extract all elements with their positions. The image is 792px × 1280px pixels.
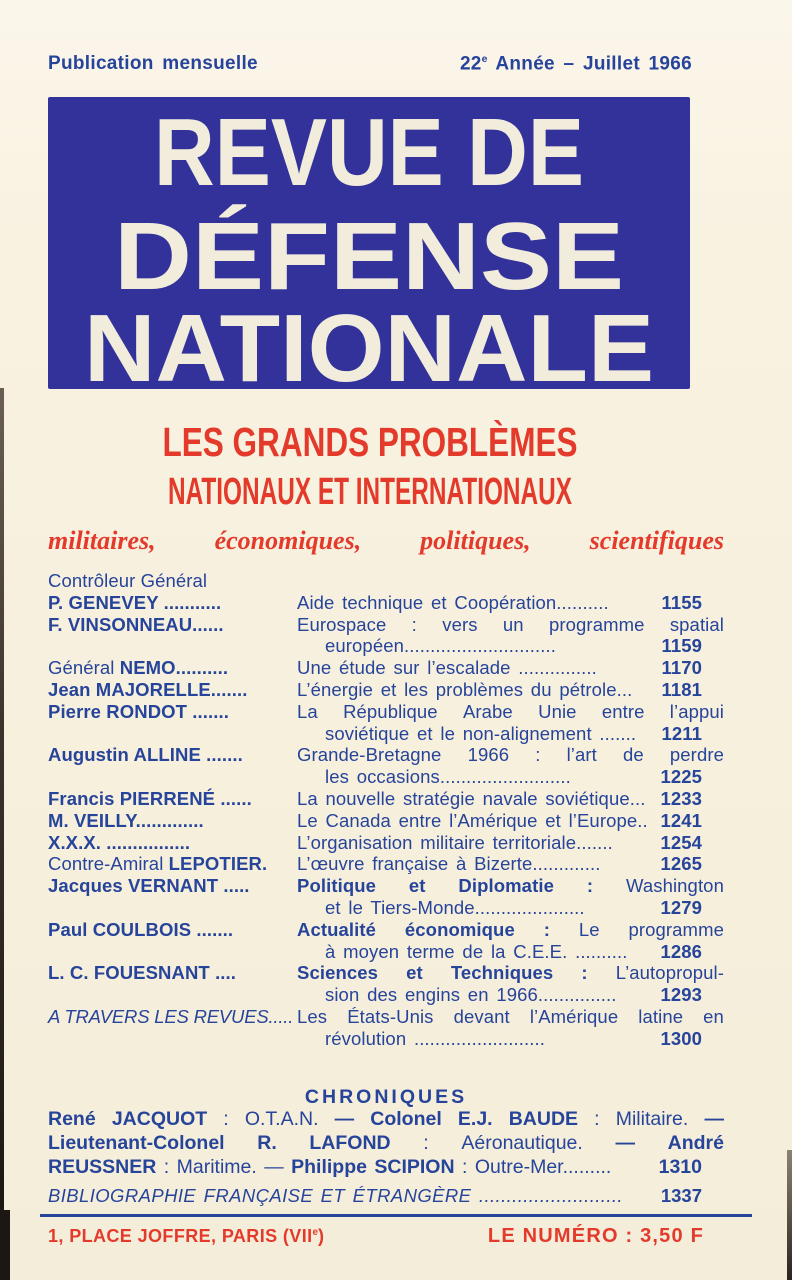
toc-author: M. VEILLY............. [48,809,204,831]
toc-page-number: 1225 [660,766,702,788]
toc-row [48,744,724,788]
toc-author: Général NEMO.......... [48,657,229,679]
toc-title-line: soviétique et le non-alignement ....... 1211 [325,722,702,744]
page-footer [48,1222,704,1247]
toc-title-line: et le Tiers-Monde..................... 1279 [325,896,702,918]
toc-title [297,810,724,832]
toc-title-line: à moyen terme de la C.E.E. .......... 1286 [325,940,702,962]
toc-page-number: 1241 [660,809,702,831]
toc-title [297,788,724,810]
toc-row [48,592,724,614]
toc-author: Jean MAJORELLE....... [48,678,248,700]
toc-page-number: 1265 [660,853,702,875]
toc-title-line: L’organisation militaire territoriale....... 1254 [297,831,702,853]
toc-title [297,679,724,701]
chroniques-paragraph [48,1107,724,1179]
toc-title [297,962,724,1006]
toc-title-line: Une étude sur l’escalade ............... 1170 [297,657,702,679]
toc-title-line: européen............................. 1159 [325,635,702,657]
subtitle-word: scientifiques [589,526,724,555]
toc-title [297,657,724,679]
toc-page-number: 1211 [661,722,702,744]
toc-row [48,875,724,919]
toc-title-line: L’œuvre française à Bizerte............. 1265 [297,853,702,875]
toc-title [297,744,724,788]
toc-page-number: 1181 [661,678,702,700]
toc-author: L. C. FOUESNANT .... [48,962,237,984]
toc-page-number: 1170 [661,657,702,679]
toc-title-line: Grande-Bretagne 1966 : l’art de perdre [297,744,724,766]
toc-row [48,853,724,875]
theme-title-line-2: NATIONAUX ET INTERNATIONAUX [168,471,573,512]
toc-title-line: Le Canada entre l’Amérique et l’Europe.. 1241 [297,809,702,831]
bibliography-page-number: 1337 [660,1185,702,1206]
theme-title-line-1: LES GRANDS PROBLÈMES [162,420,578,465]
page-header [48,48,692,76]
toc-page-number: 1279 [660,896,702,918]
toc-title [297,1006,724,1050]
toc-author: F. VINSONNEAU...... [48,613,224,635]
toc-title-line: La nouvelle stratégie navale soviétique... 1233 [297,787,702,809]
toc-title-line: Politique et Diplomatie : Washington [297,875,724,897]
toc-page-number: 1155 [661,591,702,613]
toc-author: Paul COULBOIS ....... [48,918,234,940]
toc-author: A TRAVERS LES REVUES..... [48,1005,294,1027]
footer-rule [40,1214,752,1217]
toc-row [48,701,724,745]
publisher-address: 1, PLACE JOFFRE, PARIS (VIIe) [48,1226,325,1246]
toc-title-line: Sciences et Techniques : L’autopropul- [297,962,724,984]
toc-title [297,592,724,614]
chroniques-page-number: 1310 [658,1156,702,1178]
theme-title-block [0,420,792,512]
toc-row [48,919,724,963]
toc-row [48,679,724,701]
toc-author: Pierre RONDOT ....... [48,700,229,722]
toc-row [48,788,724,810]
chroniques-line: REUSSNER : Maritime. — Philippe SCIPION : Outre-Mer......... 1310 [48,1156,702,1178]
bibliography-line [48,1185,724,1207]
toc-title [297,614,724,658]
toc-page-number: 1159 [661,635,702,657]
masthead-title-line-1: REVUE DE [154,99,584,206]
toc-title [297,701,724,745]
toc-page-number: 1286 [660,940,702,962]
chroniques-heading: CHRONIQUES [304,1086,468,1108]
toc-author: Francis PIERRENÉ ...... [48,787,252,809]
chroniques-line: René JACQUOT : O.T.A.N. — Colonel E.J. BAUDE : Militaire. — [48,1108,724,1130]
photo-edge-left [0,388,4,1280]
subtitle-word: militaires, [48,526,156,555]
toc-title-line: sion des engins en 1966............... 1293 [325,984,702,1006]
photo-edge-left-bottom [0,1210,10,1280]
toc-title-line: Aide technique et Coopération.......... 1155 [297,591,702,613]
table-of-contents [48,570,724,1050]
toc-title-line: les occasions......................... 1225 [325,766,702,788]
toc-row [48,810,724,832]
toc-title-line: Actualité économique : Le programme [297,918,724,940]
photo-edge-right [787,1150,792,1280]
toc-author: X.X.X. ................ [48,831,191,853]
toc-page-number: 1300 [660,1027,702,1049]
toc-page-number: 1293 [660,984,702,1006]
toc-author: Contre-Amiral LEPOTIER. [48,853,268,875]
masthead [48,97,690,389]
toc-author-rank: Contrôleur Général [48,570,208,591]
toc-title-line: L’énergie et les problèmes du pétrole... 1181 [297,678,702,700]
masthead-title-line-3: NATIONALE [84,295,654,389]
chroniques-line: Lieutenant-Colonel R. LAFOND : Aéronautique. — André [48,1132,724,1154]
subtitle-word: politiques, [420,526,531,555]
toc-title-line: Eurospace : vers un programme spatial [297,613,724,635]
publication-frequency-label: Publication mensuelle [48,53,258,75]
toc-row [48,962,724,1006]
toc-title [297,875,724,919]
toc-page-number: 1233 [660,787,702,809]
toc-title [297,832,724,854]
toc-title [297,853,724,875]
toc-author: Jacques VERNANT ..... [48,875,250,897]
issue-label: 22e Année – Juillet 1966 [459,53,692,75]
toc-title-line: Les États-Unis devant l’Amérique latine en [297,1005,724,1027]
toc-row [48,832,724,854]
masthead-title-line-2: DÉFENSE [114,203,624,310]
toc-row [48,1006,724,1050]
toc-row [48,614,724,658]
toc-title [297,919,724,963]
toc-row [48,657,724,679]
bibliography-title: BIBLIOGRAPHIE FRANÇAISE ET ÉTRANGÈRE .......................... [48,1185,623,1206]
subtitle-line [48,524,724,558]
toc-title-line: révolution ......................... 1300 [325,1027,702,1049]
subtitle-word: économiques, [214,526,362,555]
toc-title-line: La République Arabe Unie entre l’appui [297,700,724,722]
toc-author: P. GENEVEY ........... [48,591,222,613]
toc-page-number: 1254 [660,831,702,853]
toc-author: Augustin ALLINE ....... [48,744,243,766]
issue-price: LE NUMÉRO : 3,50 F [487,1225,704,1247]
